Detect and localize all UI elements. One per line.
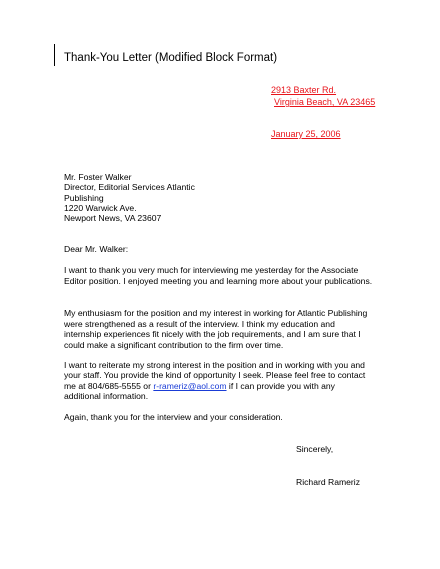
email-link[interactable]: r-rameriz@aol.com xyxy=(153,381,227,391)
paragraph-3-line-1: I want to reiterate my strong interest in the position and in working with you and xyxy=(64,360,365,370)
paragraph-2-line-4: could make a significant contribution to the firm over time. xyxy=(64,340,284,350)
signature-name: Richard Rameriz xyxy=(296,477,360,487)
paragraph-1-line-1: I want to thank you very much for interviewing me yesterday for the Associate xyxy=(64,265,359,275)
recipient-title: Director, Editorial Services Atlantic xyxy=(64,182,195,192)
sender-address-line-1: 2913 Baxter Rd. xyxy=(271,85,337,95)
paragraph-2-line-3: internship experiences fit nicely with the job requirements, and I am sure that I xyxy=(64,329,361,339)
sender-address-line-2: Virginia Beach, VA 23465 xyxy=(274,97,376,107)
salutation: Dear Mr. Walker: xyxy=(64,244,129,254)
contact-tail-text: if I can provide you with any xyxy=(226,381,335,391)
paragraph-2-line-1: My enthusiasm for the position and my interest in working for Atlantic Publishing xyxy=(64,308,368,318)
recipient-street: 1220 Warwick Ave. xyxy=(64,203,137,213)
paragraph-3-line-4: additional information. xyxy=(64,391,149,401)
paragraph-1-line-2: Editor position. I enjoyed meeting you and learning more about your publications. xyxy=(64,276,373,286)
paragraph-3-line-2: your staff. You provide the kind of opportunity I seek. Please feel free to contact xyxy=(64,370,366,380)
recipient-company: Publishing xyxy=(64,193,104,203)
page-title: Thank-You Letter (Modified Block Format) xyxy=(64,52,278,64)
paragraph-4: Again, thank you for the interview and your consideration. xyxy=(64,412,283,422)
paragraph-2-line-2: were strengthened as a result of the interview. I think my education and xyxy=(64,319,335,329)
recipient-city: Newport News, VA 23607 xyxy=(64,213,162,223)
closing: Sincerely, xyxy=(296,444,334,454)
margin-rule xyxy=(54,44,55,66)
letter-date: January 25, 2006 xyxy=(271,129,341,139)
recipient-name: Mr. Foster Walker xyxy=(64,172,132,182)
contact-phone-text: me at 804/685-5555 or xyxy=(64,381,154,391)
paragraph-3-line-3 xyxy=(64,381,335,392)
